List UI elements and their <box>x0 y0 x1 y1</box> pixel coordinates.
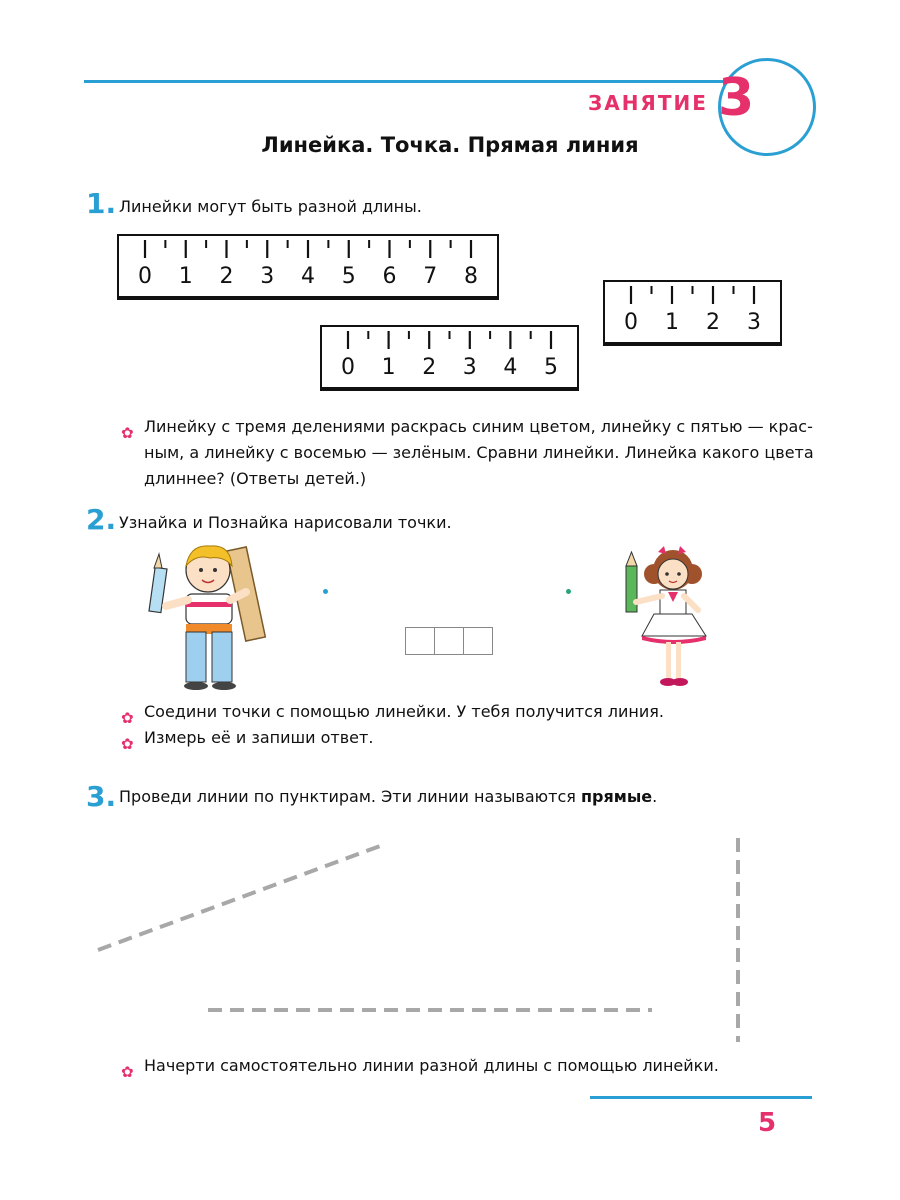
exercise-1-task-line-2: ным, а линейку с восемью — зелёным. Сравни линейки. Линейка какого цвета <box>144 443 814 462</box>
flower-bullet-icon: ✿ <box>121 735 134 753</box>
girl-with-pencil-illustration <box>620 544 715 690</box>
header-rule <box>84 80 724 83</box>
answer-cells[interactable] <box>406 627 493 655</box>
blue-dot <box>323 589 328 594</box>
ruler-label: 5 <box>544 355 558 380</box>
ruler-label: 3 <box>260 264 275 289</box>
exercise-2-task-2: Измерь её и запиши ответ. <box>144 728 374 747</box>
keyword-straight: прямые <box>580 787 653 806</box>
page-title: Линейка. Точка. Прямая линия <box>261 133 639 157</box>
exercise-2-text: Узнайка и Познайка нарисовали точки. <box>119 513 452 532</box>
flower-bullet-icon: ✿ <box>121 1063 134 1081</box>
lesson-word: ЗАНЯТИЕ <box>588 91 708 115</box>
answer-cell[interactable] <box>405 627 435 655</box>
page-number: 5 <box>758 1108 777 1138</box>
lesson-number: 3 <box>718 68 755 128</box>
flower-bullet-icon: ✿ <box>121 424 134 442</box>
exercise-2-task-1: Соедини точки с помощью линейки. У тебя получится линия. <box>144 702 664 721</box>
ruler-label: 3 <box>747 310 761 335</box>
ruler-eight <box>117 234 499 300</box>
dashed-lines-area[interactable] <box>0 820 900 1050</box>
ruler-label: 0 <box>138 264 152 289</box>
exercise-3-task: Начерти самостоятельно линии разной длины с помощью линейки. <box>144 1056 719 1075</box>
exercise-2-number: 2. <box>86 503 117 536</box>
ruler-label: 3 <box>462 355 477 380</box>
flower-bullet-icon: ✿ <box>121 709 134 727</box>
answer-cell[interactable] <box>434 627 464 655</box>
ruler-label: 2 <box>422 355 437 380</box>
ruler-label: 6 <box>382 264 397 289</box>
exercise-1-task-line-3: длиннее? (Ответы детей.) <box>144 469 367 488</box>
ruler-label: 0 <box>341 355 355 380</box>
exercise-1-text: Линейки могут быть разной длины. <box>119 197 422 216</box>
green-dot <box>566 589 571 594</box>
dashed-line-diagonal <box>98 846 380 950</box>
ruler-three <box>603 280 782 346</box>
exercise-3-number: 3. <box>86 780 117 813</box>
ruler-label: 8 <box>464 264 478 289</box>
ruler-label: 5 <box>341 264 356 289</box>
boy-with-ruler-illustration <box>140 540 290 692</box>
ruler-label: 2 <box>219 264 234 289</box>
ruler-label: 4 <box>503 355 518 380</box>
ruler-label: 1 <box>178 264 193 289</box>
answer-cell[interactable] <box>463 627 493 655</box>
ruler-label: 4 <box>301 264 315 289</box>
exercise-3-text: Проведи линии по пунктирам. Эти линии называются прямые. <box>119 787 658 806</box>
ruler-label: 0 <box>624 310 638 335</box>
footer-rule <box>590 1096 812 1099</box>
exercise-1-number: 1. <box>86 187 117 220</box>
ruler-five <box>320 325 579 391</box>
ruler-label: 7 <box>423 264 438 289</box>
exercise-1-task-line-1: Линейку с тремя делениями раскрась синим цветом, линейку с пятью — крас- <box>144 417 813 436</box>
ruler-label: 1 <box>665 310 679 335</box>
ruler-label: 2 <box>706 310 720 335</box>
ruler-label: 1 <box>381 355 396 380</box>
